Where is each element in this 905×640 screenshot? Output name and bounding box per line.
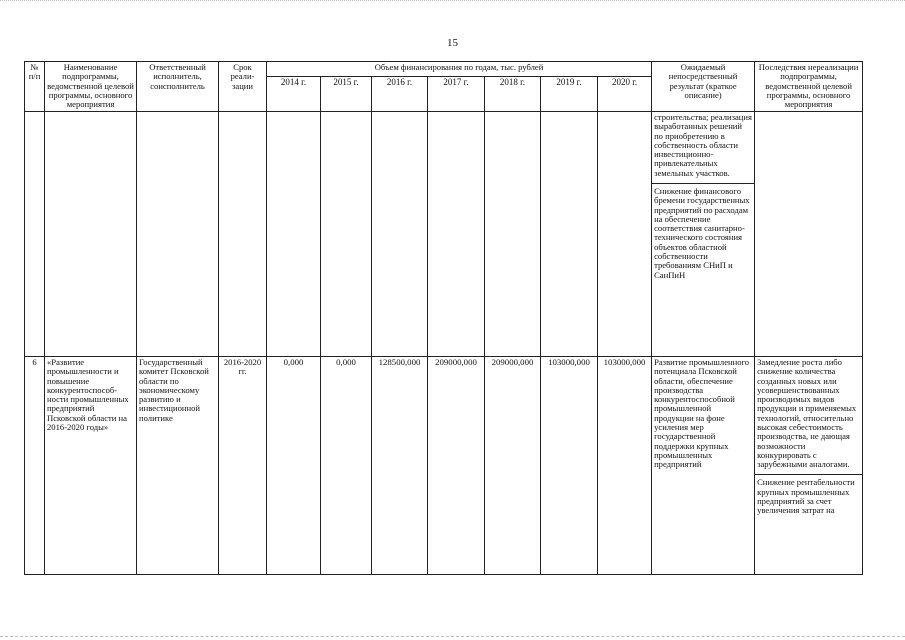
cell-empty [45, 112, 137, 357]
cell-consequences [755, 357, 863, 575]
result-text: Снижение финансового бремени государственных предприятий по расходам на обеспечение соответствия санитарно-технического состояния объектов областной собственности требованиям СНиП и СанПиН [652, 183, 754, 280]
cell-result-continuation [652, 112, 755, 357]
result-text: строительства; реализация выработанных решений по приобретению в собственность области инвестиционно-привлекательных земельных участков. [654, 112, 752, 178]
cell-empty [321, 112, 372, 357]
table-row-continuation [25, 112, 863, 357]
header-executor: Ответственный исполнитель, соисполнитель [137, 62, 219, 112]
header-year-2016: 2016 г. [372, 77, 428, 112]
header-year-2020: 2020 г. [598, 77, 652, 112]
cell-funding-2014: 0,000 [267, 357, 321, 575]
header-result: Ожидаемый непосредственный результат (краткое описание) [652, 62, 755, 112]
cell-empty [755, 112, 863, 357]
header-num: № п/п [25, 62, 45, 112]
consequence-text: Замедление роста либо снижение количества созданных новых или усовершенствованных производимых видов продукции и применяемых технологий, относительно высокая себестоимость производства, не дающая возможности конкурировать с зарубежными аналогами. [757, 357, 857, 470]
cell-empty [219, 112, 267, 357]
cell-funding-2016: 128500,000 [372, 357, 428, 575]
cell-program-name: «Развитие промышленности и повышение конкурентоспособ-ности промышленных предприятий Псковской области на 2016-2020 годы» [45, 357, 137, 575]
header-year-2018: 2018 г. [485, 77, 541, 112]
cell-empty [137, 112, 219, 357]
table-row-6 [25, 357, 863, 575]
header-funding: Объем финансирования по годам, тыс. рублей [267, 62, 652, 77]
scan-edge-top [0, 0, 905, 4]
cell-empty [428, 112, 485, 357]
cell-funding-2018: 209000,000 [485, 357, 541, 575]
scan-edge-bottom [0, 634, 905, 637]
cell-empty [485, 112, 541, 357]
cell-funding-2019: 103000,000 [541, 357, 598, 575]
cell-empty [541, 112, 598, 357]
cell-funding-2017: 209000,000 [428, 357, 485, 575]
header-year-2014: 2014 г. [267, 77, 321, 112]
header-consequence: Последствия нереализации подпрограммы, ведомственной целевой программы, основного мероприятия [755, 62, 863, 112]
cell-funding-2015: 0,000 [321, 357, 372, 575]
header-year-2015: 2015 г. [321, 77, 372, 112]
page-number: 15 [447, 37, 458, 49]
header-name: Наименование подпрограммы, ведомственной целевой программы, основного мероприятия [45, 62, 137, 112]
cell-row-number: 6 [25, 357, 45, 575]
header-year-2017: 2017 г. [428, 77, 485, 112]
cell-empty [25, 112, 45, 357]
cell-executor: Государственный комитет Псковской области по экономическому развитию и инвестиционной политике [137, 357, 219, 575]
table-header-row [25, 62, 863, 77]
cell-empty [598, 112, 652, 357]
header-year-2019: 2019 г. [541, 77, 598, 112]
header-term: Срок реали-зации [219, 62, 267, 112]
cell-empty [267, 112, 321, 357]
cell-funding-2020: 103000,000 [598, 357, 652, 575]
consequence-text: Снижение рентабельности крупных промышленных предприятий за счет увеличения затрат на [755, 474, 862, 515]
cell-expected-result: Развитие промышленного потенциала Псковской области, обеспечение производства конкурентоспособной промышленной продукции на фоне усиления мер государственной поддержки крупных промышленных предприятий [652, 357, 755, 575]
cell-term: 2016-2020 гг. [219, 357, 267, 575]
cell-empty [372, 112, 428, 357]
funding-table [24, 61, 863, 575]
